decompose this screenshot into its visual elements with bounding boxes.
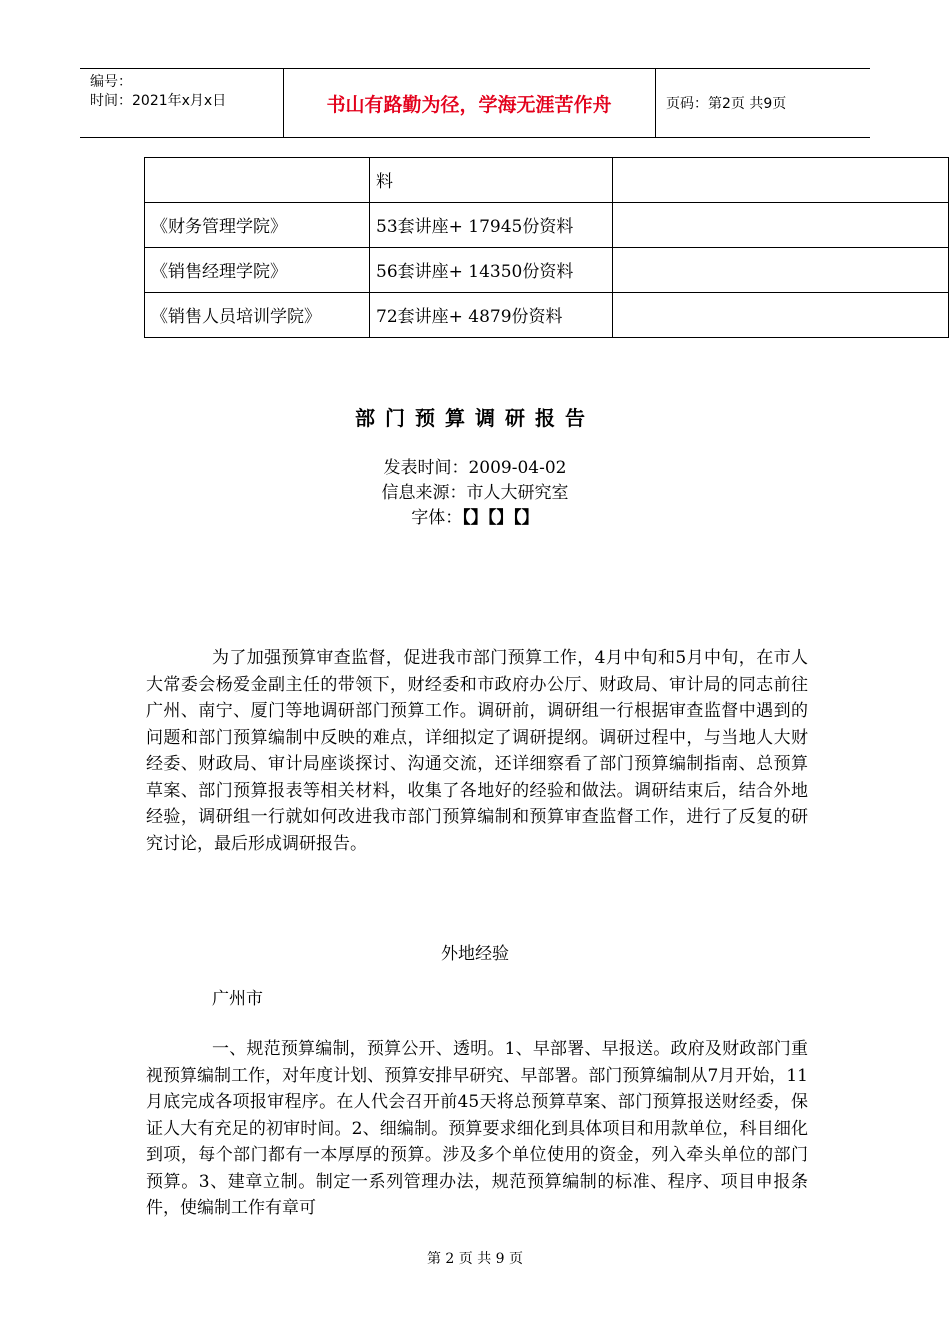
info-source: 信息来源：市人大研究室	[381, 483, 569, 503]
page-footer: 第 2 页 共 9 页	[426, 1251, 524, 1267]
table-row	[145, 203, 949, 248]
page-header	[80, 68, 870, 138]
font-size-options[interactable]: 【】【】【】	[462, 508, 539, 528]
font-size-selector	[0, 503, 950, 528]
table-cell-content: 料	[370, 158, 613, 203]
table-cell-content: 72套讲座+ 4879份资料	[370, 293, 613, 338]
table-cell-content: 53套讲座+ 17945份资料	[370, 203, 613, 248]
header-meta	[90, 73, 280, 111]
table-cell-name: 《销售经理学院》	[145, 248, 370, 293]
table-cell-name: 《财务管理学院》	[145, 203, 370, 248]
table-cell-note	[613, 248, 949, 293]
table-cell-content: 56套讲座+ 14350份资料	[370, 248, 613, 293]
intro-paragraph: 为了加强预算审查监督，促进我市部门预算工作，4月中旬和5月中旬，在市人大常委会杨爱金副主任的带领下，财经委和市政府办公厅、财政局、审计局的同志前往广州、南宁、厦门等地调研部门预算工作。调研前，调研组一行根据审查监督中遇到的问题和部门预算编制中反映的难点，详细拟定了调研提纲。调研过程中，与当地人大财经委、财政局、审计局座谈探讨、沟通交流，还详细察看了部门预算编制指南、总预算草案、部门预算报表等相关材料，收集了各地好的经验和做法。调研结束后，结合外地经验，调研组一行就如何改进我市部门预算编制和预算审查监督工作，进行了反复的研究讨论，最后形成调研报告。	[146, 648, 808, 854]
table-row	[145, 293, 949, 338]
header-page-info: 页码：第2页 共9页	[666, 96, 787, 112]
header-divider	[655, 69, 656, 137]
table-cell-note	[613, 203, 949, 248]
font-size-label: 字体：	[411, 508, 463, 528]
table-cell-note	[613, 158, 949, 203]
table-cell-name	[145, 158, 370, 203]
article-title: 部门预算调研报告	[355, 406, 595, 430]
table-cell-name: 《销售人员培训学院》	[145, 293, 370, 338]
table-row	[145, 248, 949, 293]
table-row	[145, 158, 949, 203]
body-paragraph: 一、规范预算编制，预算公开、透明。1、早部署、早报送。政府及财政部门重视预算编制工作，对年度计划、预算安排早研究、早部署。部门预算编制从7月开始，11月底完成各项报审程序。在人代会召开前45天将总预算草案、部门预算报送财经委，保证人大有充足的初审时间。2、细编制。预算要求细化到具体项目和用款单位，科目细化到项，每个部门都有一本厚厚的预算。涉及多个单位使用的资金，列入牵头单位的部门预算。3、建章立制。制定一系列管理办法，规范预算编制的标准、程序、项目申报条件，使编制工作有章可	[146, 1039, 808, 1218]
resource-table	[144, 157, 949, 338]
document-date-label: 时间：2021年x月x日	[90, 93, 227, 109]
section-heading: 外地经验	[441, 944, 509, 964]
publish-time: 发表时间：2009-04-02	[383, 458, 567, 478]
city-heading: 广州市	[212, 989, 263, 1009]
header-motto: 书山有路勤为径，学海无涯苦作舟	[326, 93, 612, 116]
document-number-label: 编号：	[90, 74, 132, 90]
table-cell-note	[613, 293, 949, 338]
